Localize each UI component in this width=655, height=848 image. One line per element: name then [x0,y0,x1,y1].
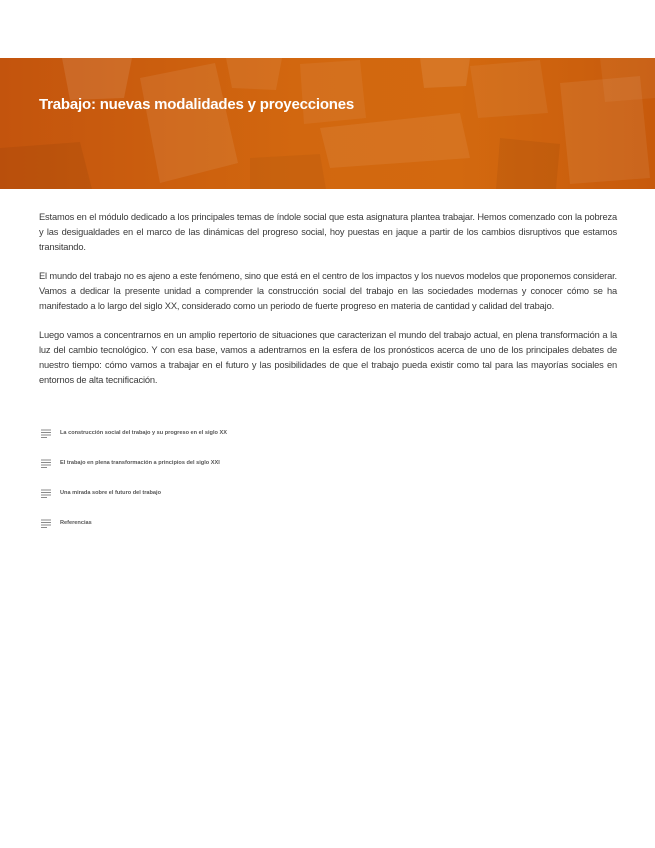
table-of-contents [39,418,617,538]
intro-paragraph: El mundo del trabajo no es ajeno a este fenómeno, sino que está en el centro de los impactos y los nuevos modelos que proponemos considerar. Vamos a dedicar la presente unidad a comprender la construcción social del trabajo en las sociedades modernas y conocer cómo se ha manifestado a lo largo del siglo XX, considerado como un periodo de fuerte progreso en materia de cantidad y calidad del trabajo. [39,271,617,311]
toc-item-label: Una mirada sobre el futuro del trabajo [60,490,162,496]
intro-paragraph: Luego vamos a concentrarnos en un amplio repertorio de situaciones que caracterizan el mundo del trabajo actual, en plena transformación a la luz del cambio tecnológico. Y con esa base, vamos a adentrarnos en la esfera de los pronósticos acerca de uno de los principales debates de nuestro tiempo: cómo vamos a trabajar en el futuro y las posibilidades de que el trabajo pueda existir como tal para las mayorías sociales en entornos de alta tecnificación. [39,330,617,385]
toc-item-label: La construcción social del trabajo y su progreso en el siglo XX [60,430,227,436]
toc-item-label: Referencias [60,520,92,526]
intro-text [39,210,617,402]
toc-item-referencias[interactable] [39,508,617,538]
intro-paragraph: Estamos en el módulo dedicado a los principales temas de índole social que esta asignatura plantea trabajar. Hemos comenzado con la pobreza y las desigualdades en el marco de las dinámicas del progreso social, hoy puestas en jaque a partir de los cambios disruptivos que estamos transitando. [39,212,617,252]
text-lines-icon [41,519,51,528]
banner-background-art [0,58,655,189]
header-banner [0,58,655,189]
toc-item-futuro-del-trabajo[interactable] [39,478,617,508]
toc-item-transformacion[interactable] [39,448,617,478]
text-lines-icon [41,459,51,468]
text-lines-icon [41,489,51,498]
toc-item-construccion-social[interactable] [39,418,617,448]
toc-item-label: El trabajo en plena transformación a principios del siglo XXI [60,460,220,466]
page-title: Trabajo: nuevas modalidades y proyecciones [39,96,355,113]
text-lines-icon [41,429,51,438]
